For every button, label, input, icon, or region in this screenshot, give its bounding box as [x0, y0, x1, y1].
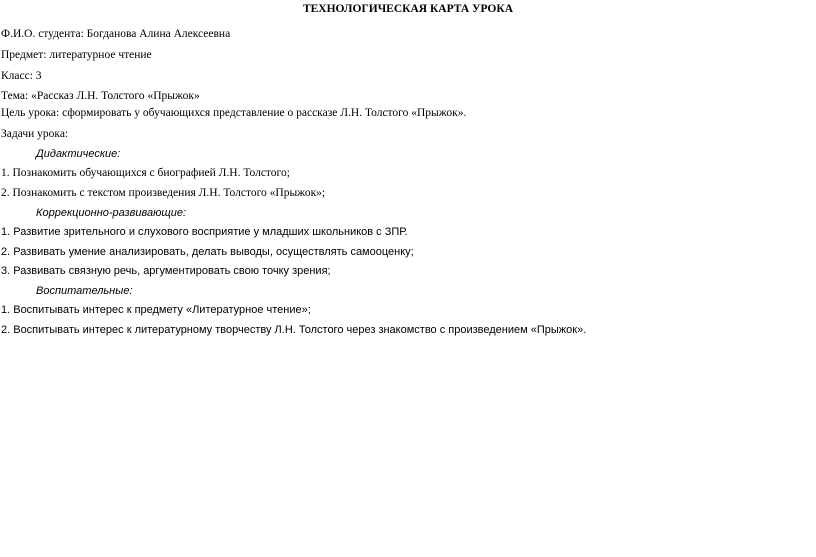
- educational-item-2: 2. Воспитывать интерес к литературному творчеству Л.Н. Толстого через знакомство с произведением «Прыжок».: [1, 324, 587, 336]
- goal-line: Цель урока: сформировать у обучающихся представление о рассказе Л.Н. Толстого «Прыжок».: [1, 107, 467, 119]
- didactic-heading: Дидактические:: [36, 148, 121, 160]
- didactic-item-1: 1. Познакомить обучающихся с биографией Л.Н. Толстого;: [1, 167, 290, 179]
- document-title: ТЕХНОЛОГИЧЕСКАЯ КАРТА УРОКА: [302, 3, 514, 15]
- grade-line: Класс: 3: [1, 70, 42, 82]
- correctional-item-2: 2. Развивать умение анализировать, делать выводы, осуществлять самооценку;: [1, 246, 414, 258]
- topic-line: Тема: «Рассказ Л.Н. Толстого «Прыжок»: [1, 90, 200, 102]
- subject-line: Предмет: литературное чтение: [1, 49, 152, 61]
- didactic-item-2: 2. Познакомить с текстом произведения Л.Н. Толстого «Прыжок»;: [1, 187, 326, 199]
- correctional-heading: Коррекционно-развивающие:: [36, 207, 187, 219]
- correctional-item-3: 3. Развивать связную речь, аргументировать свою точку зрения;: [1, 265, 331, 277]
- student-name-line: Ф.И.О. студента: Богданова Алина Алексеевна: [1, 28, 231, 40]
- correctional-item-1: 1. Развитие зрительного и слухового восприятие у младших школьников с ЗПР.: [1, 226, 408, 238]
- educational-heading: Воспитательные:: [36, 285, 133, 297]
- tasks-heading: Задачи урока:: [1, 128, 69, 140]
- educational-item-1: 1. Воспитывать интерес к предмету «Литературное чтение»;: [1, 304, 311, 316]
